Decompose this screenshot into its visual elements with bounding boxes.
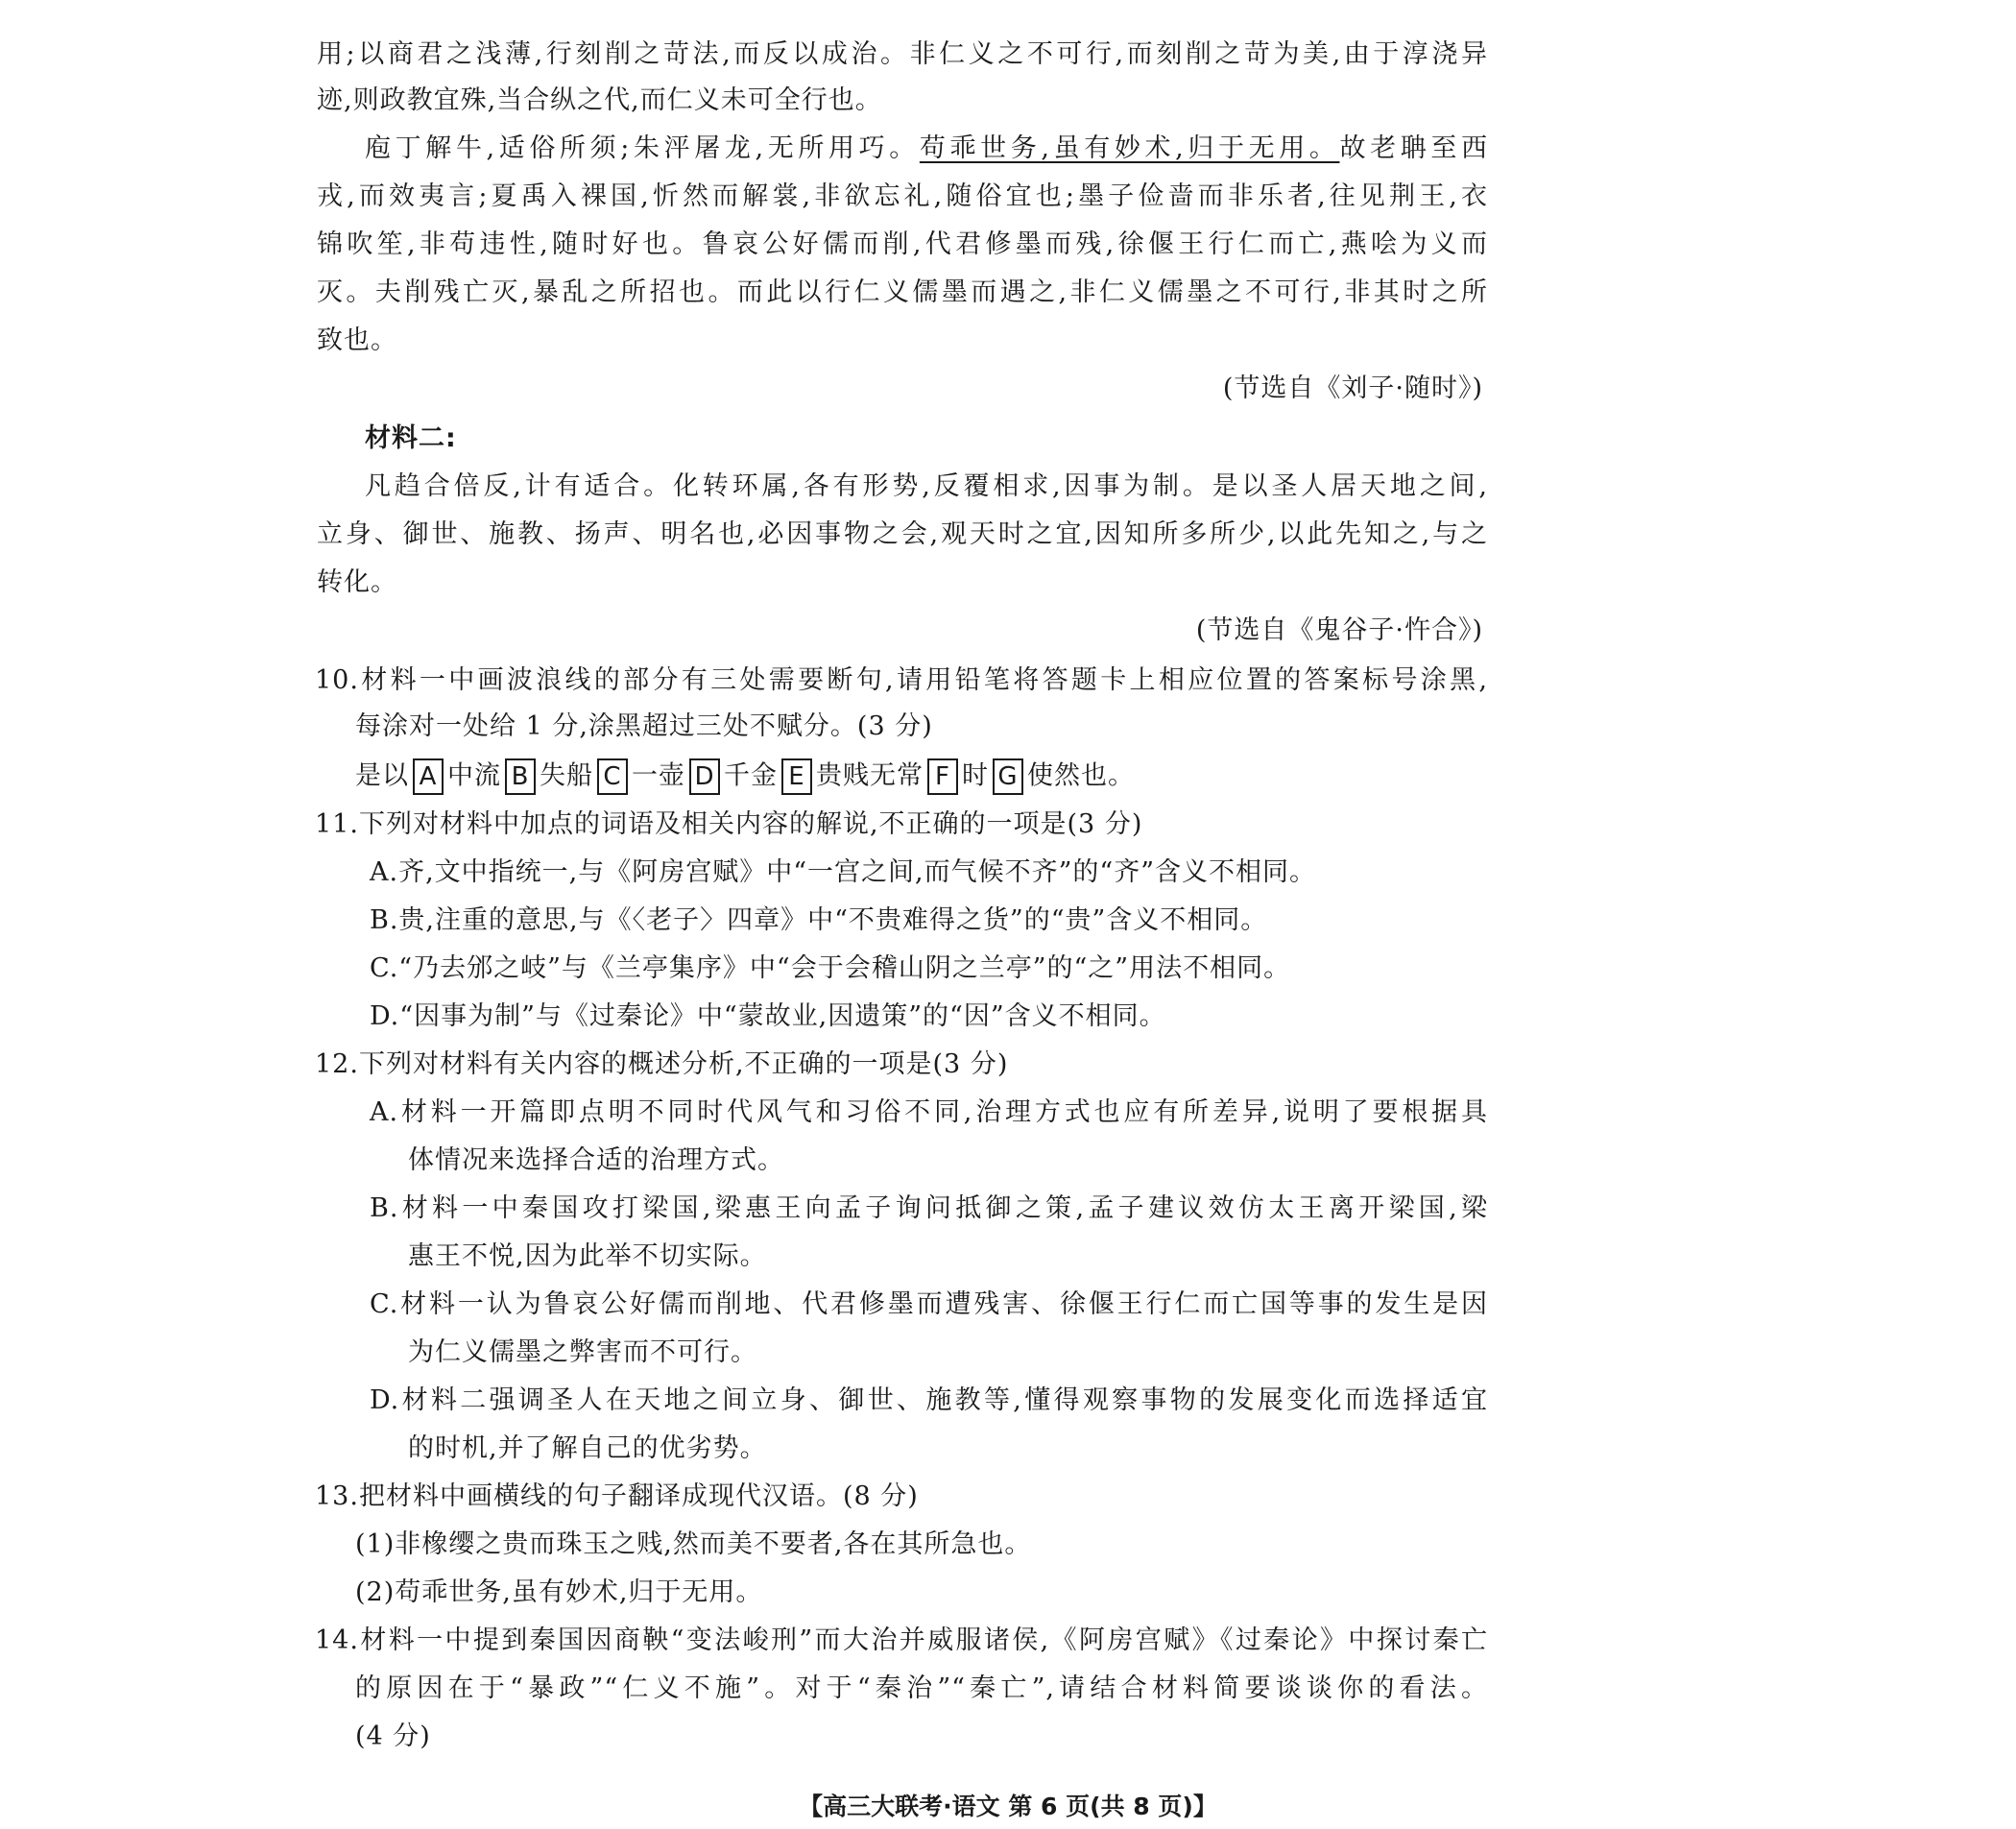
text-line <box>365 132 1488 165</box>
option-box-d[interactable]: D <box>689 758 720 795</box>
question-11-option-d: D.“因事为制”与《过秦论》中“蒙故业,因遗策”的“因”含义不相同。 <box>370 1001 1166 1031</box>
source-citation: (节选自《鬼谷子·忤合》) <box>1195 615 1483 645</box>
question-12-option-d-cont: 的时机,并了解自己的优劣势。 <box>408 1433 767 1463</box>
text-segment: 使然也。 <box>1027 760 1135 791</box>
question-11-option-a: A.齐,文中指统一,与《阿房宫赋》中“一宫之间,而气候不齐”的“齐”含义不相同。 <box>370 857 1317 887</box>
question-14-stem: 14.材料一中提到秦国因商鞅“变法峻刑”而大治并威服诸侯,《阿房宫赋》《过秦论》中探讨秦亡 <box>315 1625 1488 1655</box>
text-line: 迹,则政教宜殊,当合纵之代,而仁义未可全行也。 <box>317 85 882 115</box>
text-line: 锦吹笙,非苟违性,随时好也。鲁哀公好儒而削,代君修墨而残,徐偃王行仁而亡,燕哙为义而 <box>317 229 1488 259</box>
question-12-stem: 12.下列对材料有关内容的概述分析,不正确的一项是(3 分) <box>315 1049 1009 1079</box>
question-10-stem: 每涂对一处给 1 分,涂黑超过三处不赋分。(3 分) <box>355 711 933 741</box>
section-heading: 材料二: <box>365 423 457 453</box>
text-segment: 是以 <box>355 760 409 791</box>
source-citation: (节选自《刘子·随时》) <box>1222 373 1483 403</box>
question-13-sentence-1: (1)非橡缨之贵而珠玉之贱,然而美不要者,各在其所急也。 <box>355 1529 1032 1559</box>
text-line: 用;以商君之浅薄,行刻削之苛法,而反以成治。非仁义之不可行,而刻削之苛为美,由于淳浇异 <box>317 39 1488 69</box>
option-box-e[interactable]: E <box>781 758 812 795</box>
page-footer: 【高三大联考·语文 第 6 页(共 8 页)】 <box>799 1793 1217 1820</box>
question-12-option-b: B.材料一中秦国攻打梁国,梁惠王向孟子询问抵御之策,孟子建议效仿太王离开梁国,梁 <box>370 1193 1488 1223</box>
text-line: 凡趋合倍反,计有适合。化转环属,各有形势,反覆相求,因事为制。是以圣人居天地之间, <box>365 471 1488 501</box>
question-11-stem: 11.下列对材料中加点的词语及相关内容的解说,不正确的一项是(3 分) <box>315 809 1143 839</box>
question-11-option-b: B.贵,注重的意思,与《〈老子〉四章》中“不贵难得之货”的“贵”含义不相同。 <box>370 905 1268 935</box>
question-12-option-c: C.材料一认为鲁哀公好儒而削地、代君修墨而遭残害、徐偃王行仁而亡国等事的发生是因 <box>370 1289 1488 1319</box>
underlined-sentence: 苟乖世务,虽有妙术,归于无用。 <box>919 133 1340 163</box>
question-11-option-c: C.“乃去邠之岐”与《兰亭集序》中“会于会稽山阴之兰亭”的“之”用法不相同。 <box>370 953 1291 983</box>
text-segment: 一壶 <box>632 760 685 791</box>
text-segment: 千金 <box>724 760 778 791</box>
text-segment: 时 <box>962 760 989 791</box>
text-segment: 中流 <box>447 760 501 791</box>
question-12-option-c-cont: 为仁义儒墨之弊害而不可行。 <box>408 1337 757 1367</box>
question-13-sentence-2: (2)苟乖世务,虽有妙术,归于无用。 <box>355 1577 763 1607</box>
text-segment: 庖丁解牛,适俗所须;朱泙屠龙,无所用巧。 <box>365 133 920 163</box>
text-line: 灭。夫削残亡灭,暴乱之所招也。而此以行仁义儒墨而遇之,非仁义儒墨之不可行,非其时之所 <box>317 277 1488 307</box>
question-14-stem: 的原因在于“暴政”“仁义不施”。对于“秦治”“秦亡”,请结合材料简要谈谈你的看法。 <box>355 1673 1488 1703</box>
text-segment: 失船 <box>540 760 593 791</box>
option-box-c[interactable]: C <box>597 758 628 795</box>
option-box-g[interactable]: G <box>993 758 1023 795</box>
text-segment: 贵贱无常 <box>816 760 924 791</box>
question-12-option-a: A.材料一开篇即点明不同时代风气和习俗不同,治理方式也应有所差异,说明了要根据具 <box>370 1097 1488 1127</box>
text-line: 戎,而效夷言;夏禹入裸国,忻然而解裳,非欲忘礼,随俗宜也;墨子俭啬而非乐者,往见荆王,衣 <box>317 181 1488 211</box>
text-segment: 故老聃至西 <box>1339 133 1489 163</box>
question-12-option-d: D.材料二强调圣人在天地之间立身、御世、施教等,懂得观察事物的发展变化而选择适宜 <box>370 1385 1488 1415</box>
question-12-option-a-cont: 体情况来选择合适的治理方式。 <box>408 1145 784 1175</box>
question-12-option-b-cont: 惠王不悦,因为此举不切实际。 <box>408 1241 767 1271</box>
question-10-stem: 10.材料一中画波浪线的部分有三处需要断句,请用铅笔将答题卡上相应位置的答案标号涂黑, <box>315 665 1488 695</box>
text-line: 致也。 <box>317 325 397 355</box>
option-box-b[interactable]: B <box>505 758 536 795</box>
punctuation-options <box>355 758 1135 795</box>
option-box-f[interactable]: F <box>927 758 958 795</box>
question-14-score: (4 分) <box>355 1721 431 1751</box>
text-line: 立身、御世、施教、扬声、明名也,必因事物之会,观天时之宜,因知所多所少,以此先知之,与之 <box>317 519 1488 549</box>
question-13-stem: 13.把材料中画横线的句子翻译成现代汉语。(8 分) <box>315 1481 919 1511</box>
option-box-a[interactable]: A <box>413 758 444 795</box>
text-line: 转化。 <box>317 567 397 597</box>
